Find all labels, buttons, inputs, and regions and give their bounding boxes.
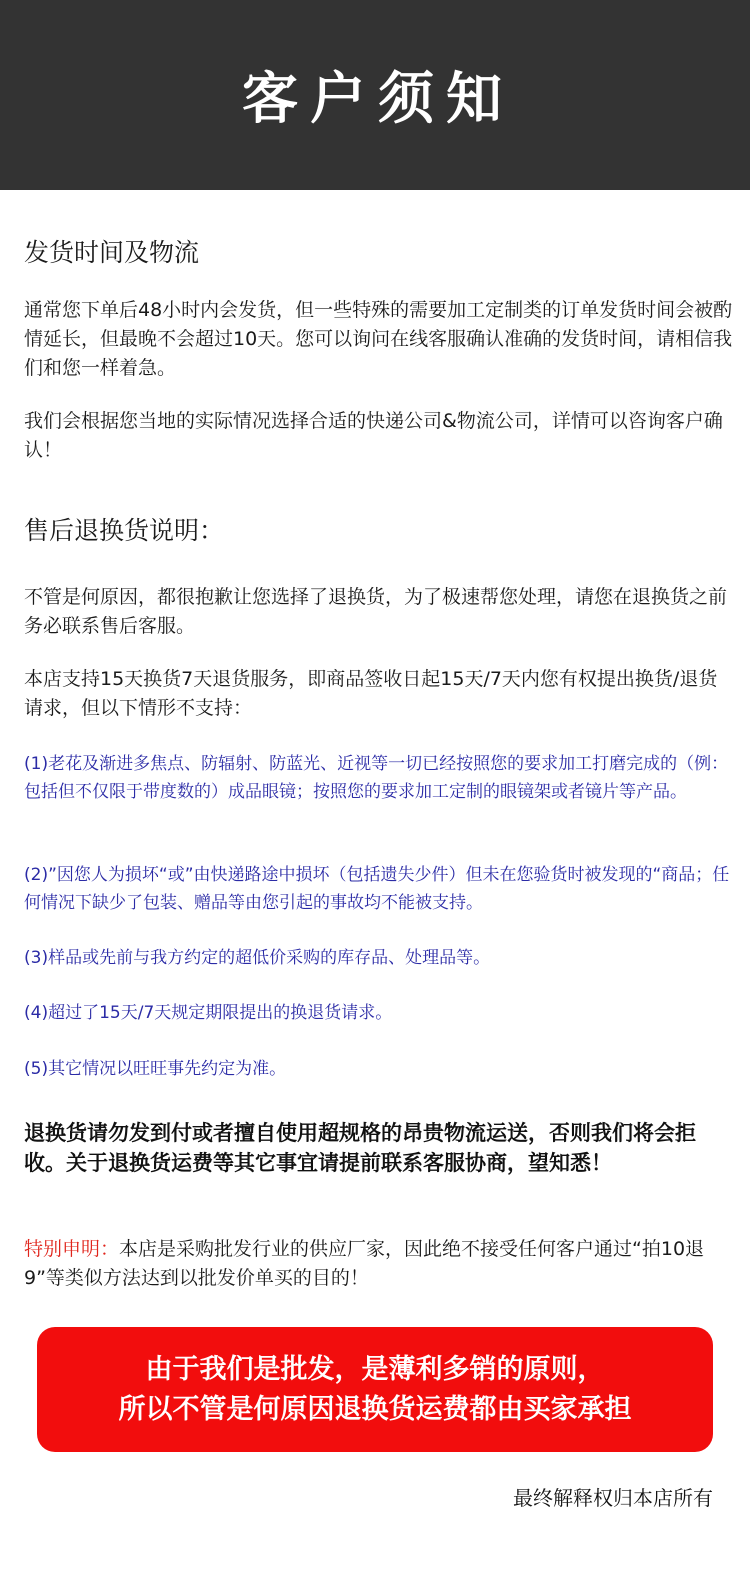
exclusion-item-2: (2)”因您人为损坏“或”由快递路途中损坏（包括遗失少件）但未在您验货时被发现的“商品；任何情况下缺少了包装、赠品等由您引起的事故均不能被支持。 [24,865,730,913]
shipping-cost-banner [37,1327,713,1452]
exclusion-item-5: (5)其它情况以旺旺事先约定为准。 [24,1059,287,1079]
exclusion-item-4: (4)超过了15天/7天规定期限提出的换退货请求。 [24,1003,393,1023]
after-sales-heading: 售后退换货说明： [24,516,225,545]
shipping-heading: 发货时间及物流 [24,238,200,267]
special-statement-label: 特别申明： [24,1238,120,1260]
banner-line-1: 由于我们是批发，是薄利多销的原则， [145,1353,605,1385]
special-statement [24,1235,736,1293]
final-interpretation-note: 最终解释权归本店所有 [513,1486,713,1510]
page-title: 客户须知 [242,67,514,132]
after-sales-paragraph-2: 本店支持15天换货7天退货服务，即商品签收日起15天/7天内您有权提出换货/退货请求，但以下情形不支持： [24,668,718,719]
return-shipping-warning: 退换货请勿发到付或者擅自使用超规格的昂贵物流运送，否则我们将会拒收。关于退换货运费等其它事宜请提前联系客服协商，望知悉！ [24,1121,696,1175]
exclusion-item-1: (1)老花及渐进多焦点、防辐射、防蓝光、近视等一切已经按照您的要求加工打磨完成的（例：包括但不仅限于带度数的）成品眼镜；按照您的要求加工定制的眼镜架或者镜片等产品。 [24,754,729,802]
special-statement-text: 本店是采购批发行业的供应厂家，因此绝不接受任何客户通过“拍10退9”等类似方法达到以批发价单买的目的！ [24,1238,705,1289]
banner-line-2: 所以不管是何原因退换货运费都由买家承担 [118,1393,632,1425]
shipping-paragraph-1: 通常您下单后48小时内会发货，但一些特殊的需要加工定制类的订单发货时间会被酌情延长，但最晚不会超过10天。您可以询问在线客服确认准确的发货时间，请相信我们和您一样着急。 [24,299,733,379]
shipping-paragraph-2: 我们会根据您当地的实际情况选择合适的快递公司&物流公司，详情可以咨询客户确认！ [24,410,723,461]
page-header [0,0,750,190]
exclusion-item-3: (3)样品或先前与我方约定的超低价采购的库存品、处理品等。 [24,948,491,968]
after-sales-paragraph-1: 不管是何原因，都很抱歉让您选择了退换货，为了极速帮您处理，请您在退换货之前务必联系售后客服。 [24,586,728,637]
